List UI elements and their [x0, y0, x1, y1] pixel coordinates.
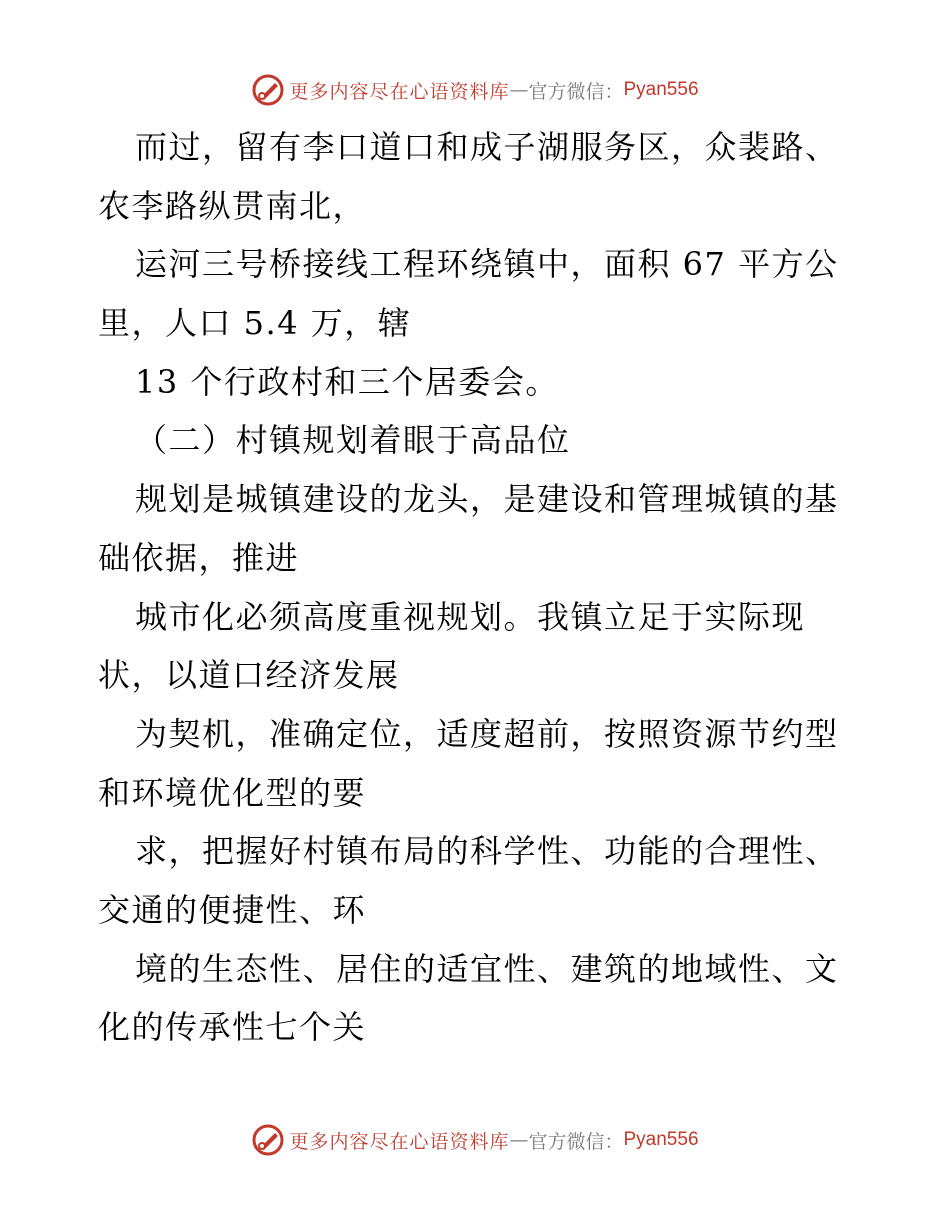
- header-title: 更多内容尽在心语资料库: [289, 80, 510, 103]
- text-line: 农李路纵贯南北，: [98, 186, 367, 225]
- header-wechat-label: 官方微信：: [528, 80, 624, 103]
- footer-wechat-id: Pyan556: [623, 1129, 699, 1150]
- logo-icon: [251, 1123, 285, 1157]
- text-line: 求，把握好村镇布局的科学性、功能的合理性、: [135, 832, 839, 871]
- text-line: 而过，留有李口道口和成子湖服务区，众裴路、: [135, 128, 839, 166]
- text-line: 和环境优化型的要: [98, 773, 367, 812]
- footer-wechat-label: 官方微信：: [528, 1130, 624, 1153]
- footer-title: 更多内容尽在心语资料库: [289, 1130, 510, 1153]
- text-line: 规划是城镇建设的龙头，是建设和管理城镇的基: [135, 480, 839, 519]
- text-line: 础依据，推进: [98, 538, 300, 577]
- text-line: 境的生态性、居住的适宜性、建筑的地域性、文: [135, 949, 839, 988]
- text-line: 状，以道口经济发展: [98, 656, 400, 695]
- text-line: 城市化必须高度重视规划。我镇立足于实际现: [135, 597, 806, 636]
- text-line: 交通的便捷性、环: [98, 890, 367, 929]
- header-banner: [0, 70, 950, 110]
- logo-icon: [251, 73, 285, 107]
- footer-banner: [0, 1120, 950, 1160]
- text-line: 里，人口 5.4 万，辖: [98, 304, 412, 343]
- header-wechat-id: Pyan556: [623, 79, 699, 100]
- text-line: 13 个行政村和三个居委会。: [135, 362, 559, 401]
- document-body: [98, 118, 858, 1057]
- text-line: 化的传承性七个关: [98, 1008, 367, 1047]
- header-separator: —: [509, 79, 529, 101]
- section-heading: （二）村镇规划着眼于高品位: [135, 421, 571, 460]
- footer-separator: —: [509, 1129, 529, 1151]
- text-line: 为契机，准确定位，适度超前，按照资源节约型: [135, 714, 839, 753]
- text-line: 运河三号桥接线工程环绕镇中，面积 67 平方公: [135, 245, 839, 284]
